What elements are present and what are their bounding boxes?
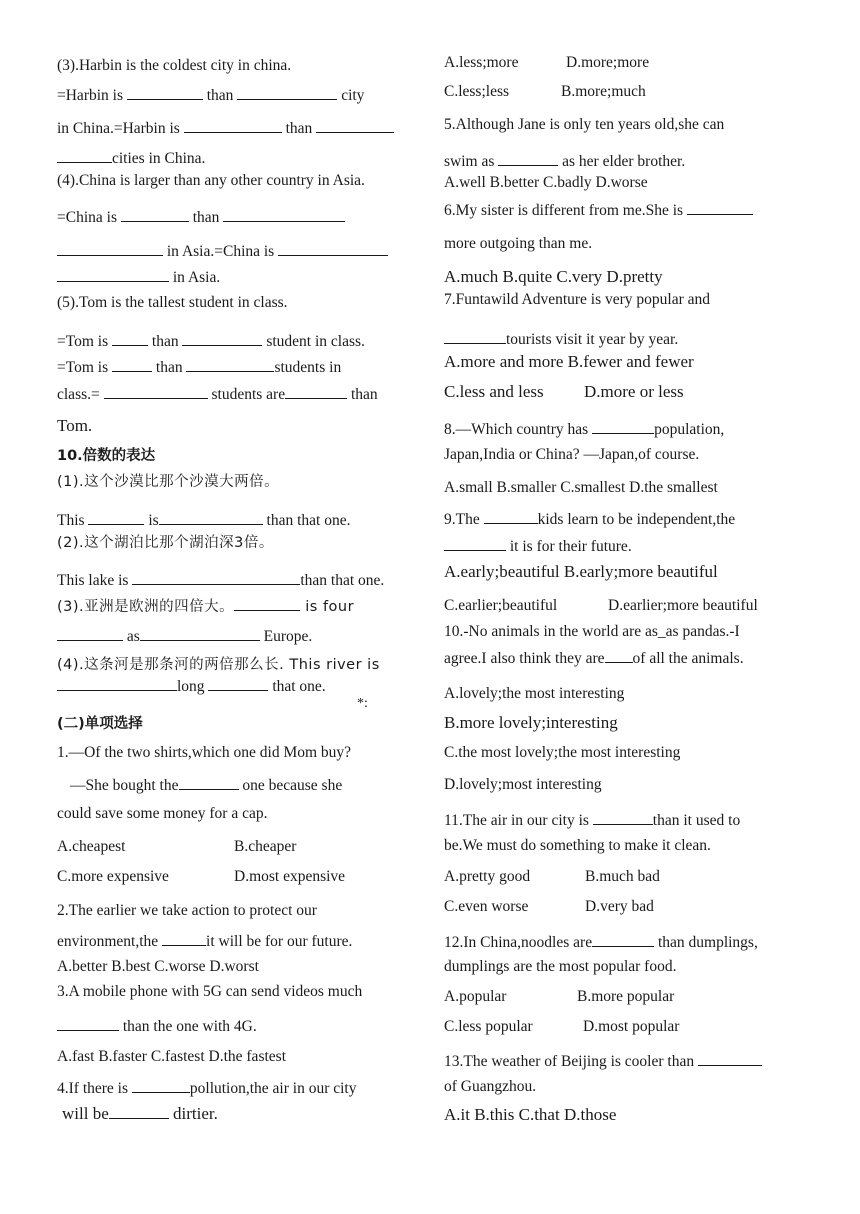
right-line (444, 809, 740, 831)
right-line (444, 199, 753, 221)
left-line (57, 171, 365, 191)
left-line (57, 569, 384, 591)
line-text: 12.In China,noodles are (444, 934, 593, 951)
right-line (584, 382, 684, 402)
answer-blank[interactable] (593, 809, 653, 825)
left-line (57, 330, 365, 352)
right-line (444, 775, 602, 795)
line-text: A.much B.quite C.very D.pretty (444, 267, 663, 286)
answer-blank[interactable] (159, 509, 263, 525)
answer-blank[interactable] (186, 356, 274, 372)
line-text: than that one. (262, 512, 351, 529)
right-line (577, 987, 674, 1007)
line-text: as (123, 628, 140, 645)
line-text: students are (207, 386, 286, 403)
line-text: A.fast B.faster C.fastest D.the fastest (57, 1048, 286, 1065)
right-line (583, 1017, 679, 1037)
answer-blank[interactable] (285, 383, 347, 399)
answer-blank[interactable] (57, 625, 123, 641)
line-text: long (177, 678, 209, 695)
line-text: A.better B.best C.worse D.worst (57, 958, 259, 975)
line-text: 13.The weather of Beijing is cooler than (444, 1053, 698, 1070)
left-line (57, 383, 378, 405)
line-text: D.more;more (566, 54, 650, 71)
right-line (608, 596, 758, 616)
right-line (444, 622, 740, 642)
line-text: A.less;more (444, 54, 519, 71)
right-line (444, 957, 676, 977)
left-line (57, 837, 125, 857)
right-line (444, 931, 758, 953)
line-text: than (347, 386, 378, 403)
line-text: than (281, 120, 317, 137)
answer-blank[interactable] (162, 930, 206, 946)
answer-blank[interactable] (698, 1050, 762, 1066)
right-line (444, 173, 648, 193)
answer-blank[interactable] (127, 84, 203, 100)
line-text: C.earlier;beautiful (444, 597, 558, 614)
right-line (566, 53, 649, 73)
right-line (444, 713, 618, 733)
answer-blank[interactable] (179, 774, 239, 790)
line-text: swim as (444, 153, 499, 170)
left-line (57, 416, 92, 436)
line-text: A.more and more B.fewer and fewer (444, 352, 694, 371)
right-line (444, 596, 557, 616)
line-text: (4).这条河是那条河的两倍那么长. This river is (57, 657, 380, 673)
line-text: 1.—Of the two shirts,which one did Mom buy? (57, 744, 352, 761)
answer-blank[interactable] (57, 675, 177, 691)
line-text: in Asia. (169, 269, 221, 286)
right-line (444, 234, 592, 254)
line-text: city (337, 87, 365, 104)
right-line (444, 1105, 616, 1125)
line-text: =Harbin is (57, 87, 127, 104)
left-line (57, 1015, 257, 1037)
left-line (57, 56, 291, 76)
line-text: in Asia.=China is (163, 243, 279, 260)
line-text: Tom. (57, 416, 93, 435)
line-text: agree.I also think they are (444, 650, 605, 667)
line-text: of Guangzhou. (444, 1078, 537, 1095)
right-line (444, 267, 663, 287)
answer-blank[interactable] (208, 675, 268, 691)
line-text: C.less;less (444, 83, 510, 100)
left-line (57, 446, 155, 466)
line-text: 10.-No animals in the world are as_as pandas.-I (444, 623, 740, 640)
line-text: could save some money for a cap. (57, 805, 268, 822)
answer-blank[interactable] (592, 931, 654, 947)
line-text: environment,the (57, 933, 163, 950)
answer-blank[interactable] (112, 330, 148, 346)
line-text: in China.=Harbin is (57, 120, 184, 137)
line-text: 10.倍数的表达 (57, 448, 156, 464)
line-text: (5).Tom is the tallest student in class. (57, 294, 288, 311)
line-text: (二)单项选择 (57, 716, 143, 732)
line-text: than (202, 87, 238, 104)
line-text: B.more lovely;interesting (444, 713, 618, 732)
left-line (57, 293, 288, 313)
answer-blank[interactable] (57, 1015, 119, 1031)
right-line (444, 1077, 536, 1097)
left-line (57, 472, 279, 492)
left-line (62, 1103, 218, 1124)
line-text: A.pretty good (444, 868, 531, 885)
right-line (444, 684, 624, 704)
left-line (57, 533, 274, 553)
line-text: A.it B.this C.that D.those (444, 1105, 617, 1124)
line-text: 5.Although Jane is only ten years old,she can (444, 116, 725, 133)
line-text: 3.A mobile phone with 5G can send videos much (57, 983, 363, 1000)
answer-blank[interactable] (498, 150, 558, 166)
left-line (234, 837, 296, 857)
line-text: D.earlier;more beautiful (608, 597, 758, 614)
right-line (444, 418, 724, 440)
line-text: be.We must do something to make it clean. (444, 837, 711, 854)
line-text: than dumplings, (654, 934, 758, 951)
line-text: class.= (57, 386, 104, 403)
line-text: 11.The air in our city is (444, 812, 593, 829)
left-line (57, 356, 341, 378)
right-line (444, 115, 724, 135)
line-text: —She bought the (70, 777, 179, 794)
right-line (444, 743, 680, 763)
line-text: it is for their future. (506, 538, 632, 555)
line-text: is four (300, 599, 355, 615)
line-text: D.more or less (584, 382, 684, 401)
answer-blank[interactable] (592, 418, 654, 434)
line-text: B.much bad (585, 868, 660, 885)
line-text: more outgoing than me. (444, 235, 593, 252)
line-text: than (152, 359, 187, 376)
answer-blank[interactable] (57, 240, 163, 256)
line-text: it will be for our future. (206, 933, 353, 950)
answer-blank[interactable] (444, 328, 506, 344)
right-line (444, 535, 632, 557)
left-line (57, 714, 143, 734)
line-text: C.even worse (444, 898, 529, 915)
right-line (444, 897, 528, 917)
line-text: =Tom is (57, 359, 113, 376)
answer-blank[interactable] (57, 266, 169, 282)
left-line (70, 774, 342, 796)
left-line (57, 930, 352, 952)
line-text: one because she (238, 777, 343, 794)
line-text: dirtier. (168, 1104, 218, 1123)
answer-blank[interactable] (444, 535, 506, 551)
answer-blank[interactable] (687, 199, 753, 215)
line-text: D.most popular (583, 1018, 680, 1035)
answer-blank[interactable] (278, 240, 388, 256)
answer-blank[interactable] (112, 356, 152, 372)
right-line (444, 445, 699, 465)
right-line (444, 562, 718, 582)
right-line (444, 836, 711, 856)
line-text: than it used to (652, 812, 741, 829)
line-text: A.well B.better C.badly D.worse (444, 174, 648, 191)
line-text: 4.If there is (57, 1080, 132, 1097)
line-text: population, (654, 421, 725, 438)
answer-blank[interactable] (104, 383, 208, 399)
right-line (444, 382, 544, 402)
line-text: tourists visit it year by year. (506, 331, 679, 348)
line-text: B.more popular (577, 988, 675, 1005)
line-text: =China is (57, 209, 121, 226)
line-text: 8.—Which country has (444, 421, 593, 438)
line-text: D.lovely;most interesting (444, 776, 602, 793)
line-text: D.most expensive (234, 868, 346, 885)
left-line (57, 867, 169, 887)
answer-blank[interactable] (109, 1103, 169, 1119)
line-text: than (188, 209, 224, 226)
right-line (444, 290, 710, 310)
right-line (444, 352, 694, 372)
right-line (444, 150, 685, 172)
line-text: =Tom is (57, 333, 113, 350)
line-text: C.more expensive (57, 868, 169, 885)
line-text: than that one. (300, 572, 385, 589)
line-text: dumplings are the most popular food. (444, 958, 677, 975)
left-line (57, 84, 364, 106)
line-text: than (148, 333, 183, 350)
left-line (57, 743, 351, 763)
line-text: than the one with 4G. (119, 1018, 257, 1035)
right-line (585, 867, 660, 887)
left-line (234, 867, 345, 887)
left-line (57, 509, 350, 531)
line-text: that one. (268, 678, 326, 695)
left-line (57, 675, 326, 697)
line-text: students in (274, 359, 342, 376)
answer-blank[interactable] (605, 647, 633, 663)
answer-blank[interactable] (234, 595, 300, 611)
right-line (444, 987, 506, 1007)
line-text: This (57, 512, 89, 529)
line-text: C.the most lovely;the most interesting (444, 744, 681, 761)
left-line (57, 957, 259, 977)
line-text: A.small B.smaller C.smallest D.the smallest (444, 479, 718, 496)
right-line (444, 1050, 762, 1072)
left-line (57, 595, 354, 617)
answer-blank[interactable] (57, 147, 112, 163)
line-text: of all the animals. (632, 650, 744, 667)
line-text: (1).这个沙漠比那个沙漠大两倍。 (57, 474, 280, 490)
left-line (57, 982, 362, 1002)
line-text: (2).这个湖泊比那个湖泊深3倍。 (57, 535, 274, 551)
answer-blank[interactable] (237, 84, 337, 100)
line-text: 2.The earlier we take action to protect our (57, 902, 317, 919)
answer-blank[interactable] (484, 508, 538, 524)
right-line (444, 82, 509, 102)
line-text: pollution,the air in our city (189, 1080, 357, 1097)
right-line (561, 82, 646, 102)
left-line (57, 655, 380, 675)
line-text: (3).亚洲是欧洲的四倍大。 (57, 599, 235, 615)
right-line (444, 867, 530, 887)
answer-blank[interactable] (88, 509, 144, 525)
line-text: is (144, 512, 159, 529)
line-text: C.less popular (444, 1018, 533, 1035)
line-text: D.very bad (585, 898, 654, 915)
answer-blank[interactable] (184, 117, 282, 133)
right-line (444, 328, 678, 350)
answer-blank[interactable] (121, 206, 189, 222)
line-text: A.cheapest (57, 838, 126, 855)
line-text: A.lovely;the most interesting (444, 685, 625, 702)
left-line (57, 240, 388, 262)
left-line (57, 625, 312, 647)
line-text: B.more;much (561, 83, 646, 100)
right-line (444, 478, 718, 498)
line-text: cities in China. (112, 150, 206, 167)
margin-mark: *: (357, 696, 368, 711)
line-text: kids learn to be independent,the (537, 511, 736, 528)
line-text: as her elder brother. (558, 153, 686, 170)
line-text: will be (62, 1104, 109, 1123)
line-text: B.cheaper (234, 838, 297, 855)
line-text: Europe. (259, 628, 313, 645)
left-line (57, 117, 394, 139)
line-text: Japan,India or China? —Japan,of course. (444, 446, 700, 463)
left-line (57, 901, 317, 921)
line-text: C.less and less (444, 382, 544, 401)
line-text: This lake is (57, 572, 133, 589)
answer-blank[interactable] (132, 569, 300, 585)
answer-blank[interactable] (182, 330, 262, 346)
right-line (444, 647, 744, 669)
left-line (57, 1047, 286, 1067)
line-text: 6.My sister is different from me.She is (444, 202, 687, 219)
right-line (444, 508, 735, 530)
right-line (585, 897, 654, 917)
line-text: A.early;beautiful B.early;more beautiful (444, 562, 718, 581)
left-line (57, 147, 205, 169)
line-text: (3).Harbin is the coldest city in china. (57, 57, 292, 74)
line-text: 9.The (444, 511, 484, 528)
answer-blank[interactable] (316, 117, 394, 133)
answer-blank[interactable] (140, 625, 260, 641)
right-line (444, 1017, 533, 1037)
answer-blank[interactable] (132, 1077, 190, 1093)
line-text: 7.Funtawild Adventure is very popular and (444, 291, 711, 308)
left-line (57, 266, 220, 288)
line-text: A.popular (444, 988, 507, 1005)
line-text: (4).China is larger than any other country in Asia. (57, 172, 365, 189)
left-line (57, 206, 345, 228)
left-line (57, 804, 267, 824)
line-text: student in class. (262, 333, 365, 350)
answer-blank[interactable] (223, 206, 345, 222)
left-line (57, 1077, 357, 1099)
right-line (444, 53, 518, 73)
